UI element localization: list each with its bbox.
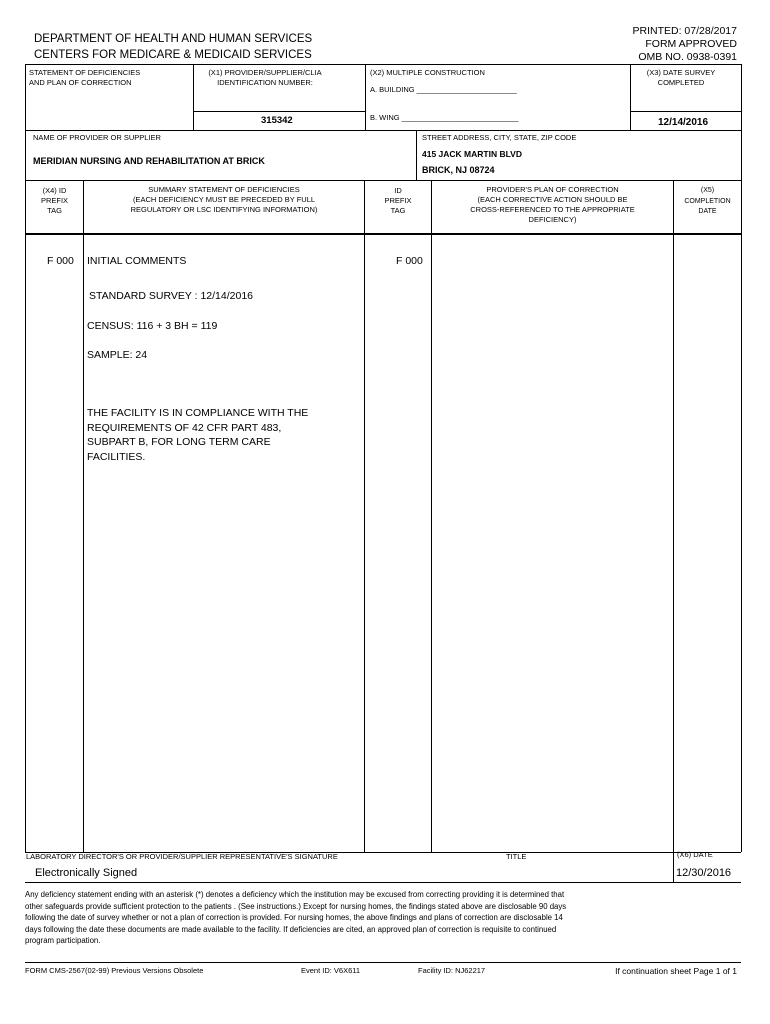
col-x4-id-prefix: (X4) ID PREFIX TAG xyxy=(40,186,69,215)
footer-form-number: FORM CMS-2567(02-99) Previous Versions Obsolete xyxy=(25,966,204,975)
printed-date: PRINTED: 07/28/2017 xyxy=(632,25,737,37)
footer-event-id: Event ID: V6X611 xyxy=(301,966,361,975)
agency-line-2: CENTERS FOR MEDICARE & MEDICAID SERVICES xyxy=(34,49,312,61)
standard-survey: STANDARD SURVEY : 12/14/2016 xyxy=(89,290,253,302)
sample: SAMPLE: 24 xyxy=(87,349,148,361)
x1-label: (X1) PROVIDER/SUPPLIER/CLIA IDENTIFICATION NUMBER: xyxy=(208,68,322,87)
census: CENSUS: 116 + 3 BH = 119 xyxy=(87,320,218,332)
col-plan-of-correction: PROVIDER'S PLAN OF CORRECTION (EACH CORRECTIVE ACTION SHOULD BE CROSS-REFERENCED TO THE APPROPRIATE DEFICIENCY) xyxy=(470,185,635,224)
building-label: A. BUILDING ________________________ xyxy=(370,85,517,94)
signature-value: Electronically Signed xyxy=(35,867,138,879)
signature-label: LABORATORY DIRECTOR'S OR PROVIDER/SUPPLIER REPRESENTATIVE'S SIGNATURE xyxy=(26,852,338,861)
footer-continuation: If continuation sheet Page 1 of 1 xyxy=(615,966,737,976)
footer-facility-id: Facility ID: NJ62217 xyxy=(418,966,486,975)
signature-date: 12/30/2016 xyxy=(676,867,732,879)
title-label: TITLE xyxy=(506,852,527,861)
provider-number: 315342 xyxy=(261,115,293,126)
form-approved: FORM APPROVED xyxy=(645,38,737,50)
survey-completed-date: 12/14/2016 xyxy=(658,117,709,128)
provider-name-label: NAME OF PROVIDER OR SUPPLIER xyxy=(33,133,161,142)
col-id-prefix: ID PREFIX TAG xyxy=(384,186,412,215)
address-line-1: 415 JACK MARTIN BLVD xyxy=(422,149,522,159)
col-x5-completion-date: (X5) COMPLETION DATE xyxy=(684,187,731,215)
omb-number: OMB NO. 0938-0391 xyxy=(638,51,737,63)
agency-line-1: DEPARTMENT OF HEALTH AND HUMAN SERVICES xyxy=(34,33,313,45)
tag-right: F 000 xyxy=(396,255,423,267)
address-label: STREET ADDRESS, CITY, STATE, ZIP CODE xyxy=(422,133,577,142)
address-line-2: BRICK, NJ 08724 xyxy=(422,165,495,175)
tag-left: F 000 xyxy=(47,255,74,267)
statement-label: STATEMENT OF DEFICIENCIES AND PLAN OF CORRECTION xyxy=(29,68,141,87)
x3-label: (X3) DATE SURVEY COMPLETED xyxy=(646,68,716,87)
entry-title: INITIAL COMMENTS xyxy=(87,255,187,267)
x2-label: (X2) MULTIPLE CONSTRUCTION xyxy=(370,68,485,77)
compliance-statement: THE FACILITY IS IN COMPLIANCE WITH THE REQUIREMENTS OF 42 CFR PART 483, SUBPART B, FOR LONG TERM CARE FACILITIES. xyxy=(87,407,309,463)
provider-name: MERIDIAN NURSING AND REHABILITATION AT BRICK xyxy=(33,156,265,166)
date-label: (X6) DATE xyxy=(677,850,713,859)
col-summary-statement: SUMMARY STATEMENT OF DEFICIENCIES (EACH DEFICIENCY MUST BE PRECEDED BY FULL REGULATORY OR LSC IDENTIFYING INFORMATION) xyxy=(130,185,318,214)
wing-label: B. WING ____________________________ xyxy=(370,113,519,122)
disclaimer-text: Any deficiency statement ending with an asterisk (*) denotes a deficiency which the institution may be excused from correcting providing it is determined that other safeguards provide sufficient protection to the patients . (See instructions.) Except for nursing homes, the findings stated above are disclosable 90 days following the date of survey whether or not a plan of correction is provided. For nursing homes, the above findings and plans of correction are disclosable 14 days following the date these documents are made available to the facility. If deficiencies are cited, an approved plan of correction is requisite to continued program participation. xyxy=(25,890,567,946)
